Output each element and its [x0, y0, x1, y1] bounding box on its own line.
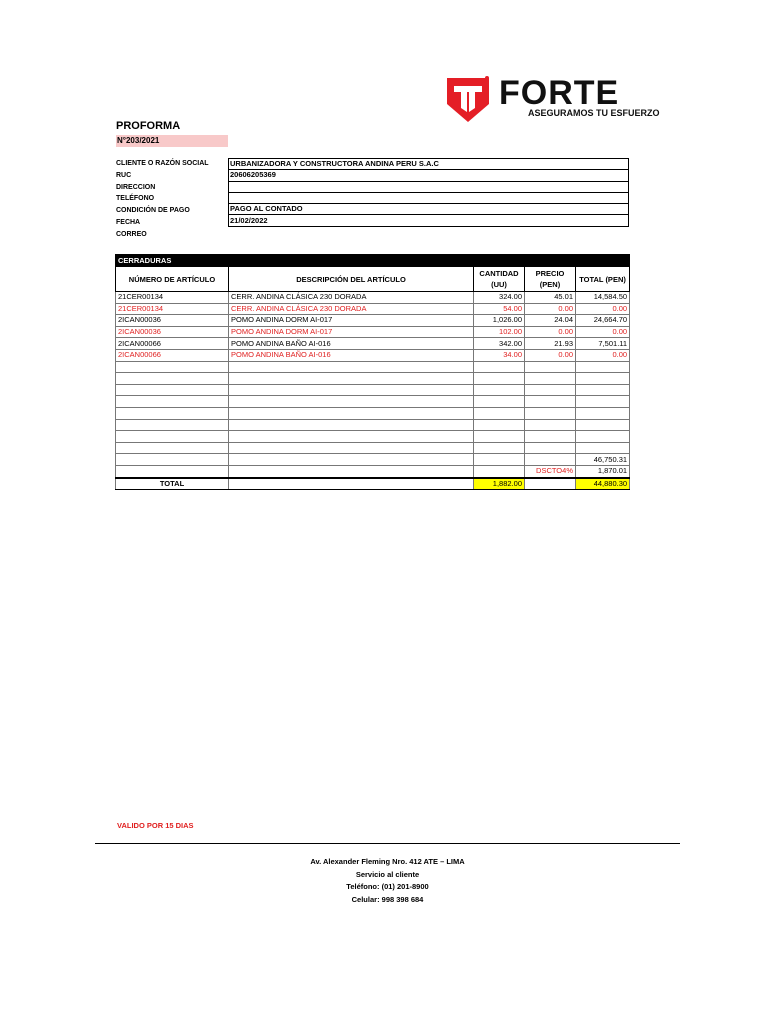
- footer-service: Servicio al cliente: [355, 869, 420, 879]
- cell-quantity: 1,026.00: [474, 315, 525, 327]
- cell-price: 0.00: [525, 349, 576, 361]
- header-article-no: NÚMERO DE ARTÍCULO: [116, 267, 229, 292]
- empty-rows: [116, 361, 630, 454]
- cell-description: CERR. ANDINA CLÁSICA 230 DORADA: [229, 303, 474, 315]
- value-client: URBANIZADORA Y CONSTRUCTORA ANDINA PERU S.A.C: [229, 159, 629, 170]
- empty-row: [116, 442, 630, 454]
- table-row: [116, 338, 630, 350]
- label-phone: TELÉFONO: [116, 195, 155, 203]
- items-table: [115, 254, 630, 490]
- value-date: 21/02/2022: [229, 215, 629, 226]
- cell-quantity: 324.00: [474, 292, 525, 304]
- discount-value: 1,870.01: [576, 465, 630, 477]
- cell-price: 45.01: [525, 292, 576, 304]
- footer-divider: [95, 843, 680, 844]
- empty-row: [116, 431, 630, 443]
- empty-row: [116, 361, 630, 373]
- table-row: [116, 292, 630, 304]
- discount-label: DSCTO4%: [525, 465, 576, 477]
- cell-total: 0.00: [576, 326, 630, 338]
- cell-price: 21.93: [525, 338, 576, 350]
- total-amount: 44,880.30: [576, 478, 630, 490]
- cell-quantity: 54.00: [474, 303, 525, 315]
- subtotal-value: 46,750.31: [576, 454, 630, 466]
- document-title: PROFORMA: [116, 120, 181, 132]
- empty-row: [116, 419, 630, 431]
- total-quantity: 1,882.00: [474, 478, 525, 490]
- cell-code: 2ICAN00036: [116, 326, 229, 338]
- empty-row: [116, 384, 630, 396]
- value-phone: [229, 192, 629, 203]
- label-date: FECHA: [116, 218, 141, 226]
- cell-code: 21CER00134: [116, 303, 229, 315]
- label-ruc: RUC: [116, 171, 132, 179]
- forte-logo: [445, 74, 660, 126]
- cell-description: POMO ANDINA DORM AI-017: [229, 326, 474, 338]
- cell-total: 14,584.50: [576, 292, 630, 304]
- subtotal-row: [116, 454, 630, 466]
- footer-phone: Teléfono: (01) 201-8900: [346, 882, 429, 891]
- client-info-box: [228, 158, 629, 227]
- cell-code: 2ICAN00066: [116, 349, 229, 361]
- cell-total: 0.00: [576, 349, 630, 361]
- header-quantity: CANTIDAD (UU): [474, 267, 525, 292]
- cell-code: 2ICAN00036: [116, 315, 229, 327]
- brand-name: FORTE: [499, 74, 620, 112]
- label-email: CORREO: [116, 230, 147, 238]
- proforma-number: N°203/2021: [116, 135, 228, 147]
- footer-address: Av. Alexander Fleming Nro. 412 ATE – LIMA: [310, 857, 465, 866]
- footer-mobile: Celular: 998 398 684: [351, 894, 424, 904]
- cell-price: 0.00: [525, 303, 576, 315]
- cell-total: 0.00: [576, 303, 630, 315]
- cell-code: 21CER00134: [116, 292, 229, 304]
- cell-price: 24.04: [525, 315, 576, 327]
- discount-row: [116, 465, 630, 477]
- cell-quantity: 34.00: [474, 349, 525, 361]
- cell-quantity: 102.00: [474, 326, 525, 338]
- cell-price: 0.00: [525, 326, 576, 338]
- empty-row: [116, 407, 630, 419]
- value-ruc: 20606205369: [229, 170, 629, 181]
- table-header: [116, 267, 630, 292]
- section-title: CERRADURAS: [116, 255, 630, 267]
- cell-description: POMO ANDINA DORM AI-017: [229, 315, 474, 327]
- client-info-labels: [116, 158, 228, 241]
- empty-row: [116, 373, 630, 385]
- forte-shield-logo-icon: [445, 74, 491, 124]
- value-payment: PAGO AL CONTADO: [229, 204, 629, 215]
- cell-quantity: 342.00: [474, 338, 525, 350]
- footer: [95, 856, 680, 906]
- cell-description: POMO ANDINA BAÑO AI-016: [229, 338, 474, 350]
- cell-total: 24,664.70: [576, 315, 630, 327]
- label-payment: CONDICIÓN DE PAGO: [116, 207, 190, 215]
- table-row: [116, 349, 630, 361]
- validity-note: VALIDO POR 15 DIAS: [117, 821, 194, 830]
- cell-code: 2ICAN00066: [116, 338, 229, 350]
- cell-description: CERR. ANDINA CLÁSICA 230 DORADA: [229, 292, 474, 304]
- item-rows: [116, 292, 630, 362]
- total-label: TOTAL: [116, 478, 229, 490]
- empty-row: [116, 396, 630, 408]
- cell-description: POMO ANDINA BAÑO AI-016: [229, 349, 474, 361]
- header-total: TOTAL (PEN): [576, 267, 630, 292]
- label-client: CLIENTE O RAZÓN SOCIAL: [116, 160, 209, 167]
- total-row: [116, 478, 630, 490]
- table-row: [116, 326, 630, 338]
- table-row: [116, 303, 630, 315]
- table-row: [116, 315, 630, 327]
- label-address: DIRECCION: [116, 183, 156, 191]
- cell-total: 7,501.11: [576, 338, 630, 350]
- header-price: PRECIO (PEN): [525, 267, 576, 292]
- brand-tagline: ASEGURAMOS TU ESFUERZO: [528, 108, 660, 118]
- value-address: [229, 181, 629, 192]
- header-description: DESCRIPCIÓN DEL ARTÍCULO: [229, 267, 474, 292]
